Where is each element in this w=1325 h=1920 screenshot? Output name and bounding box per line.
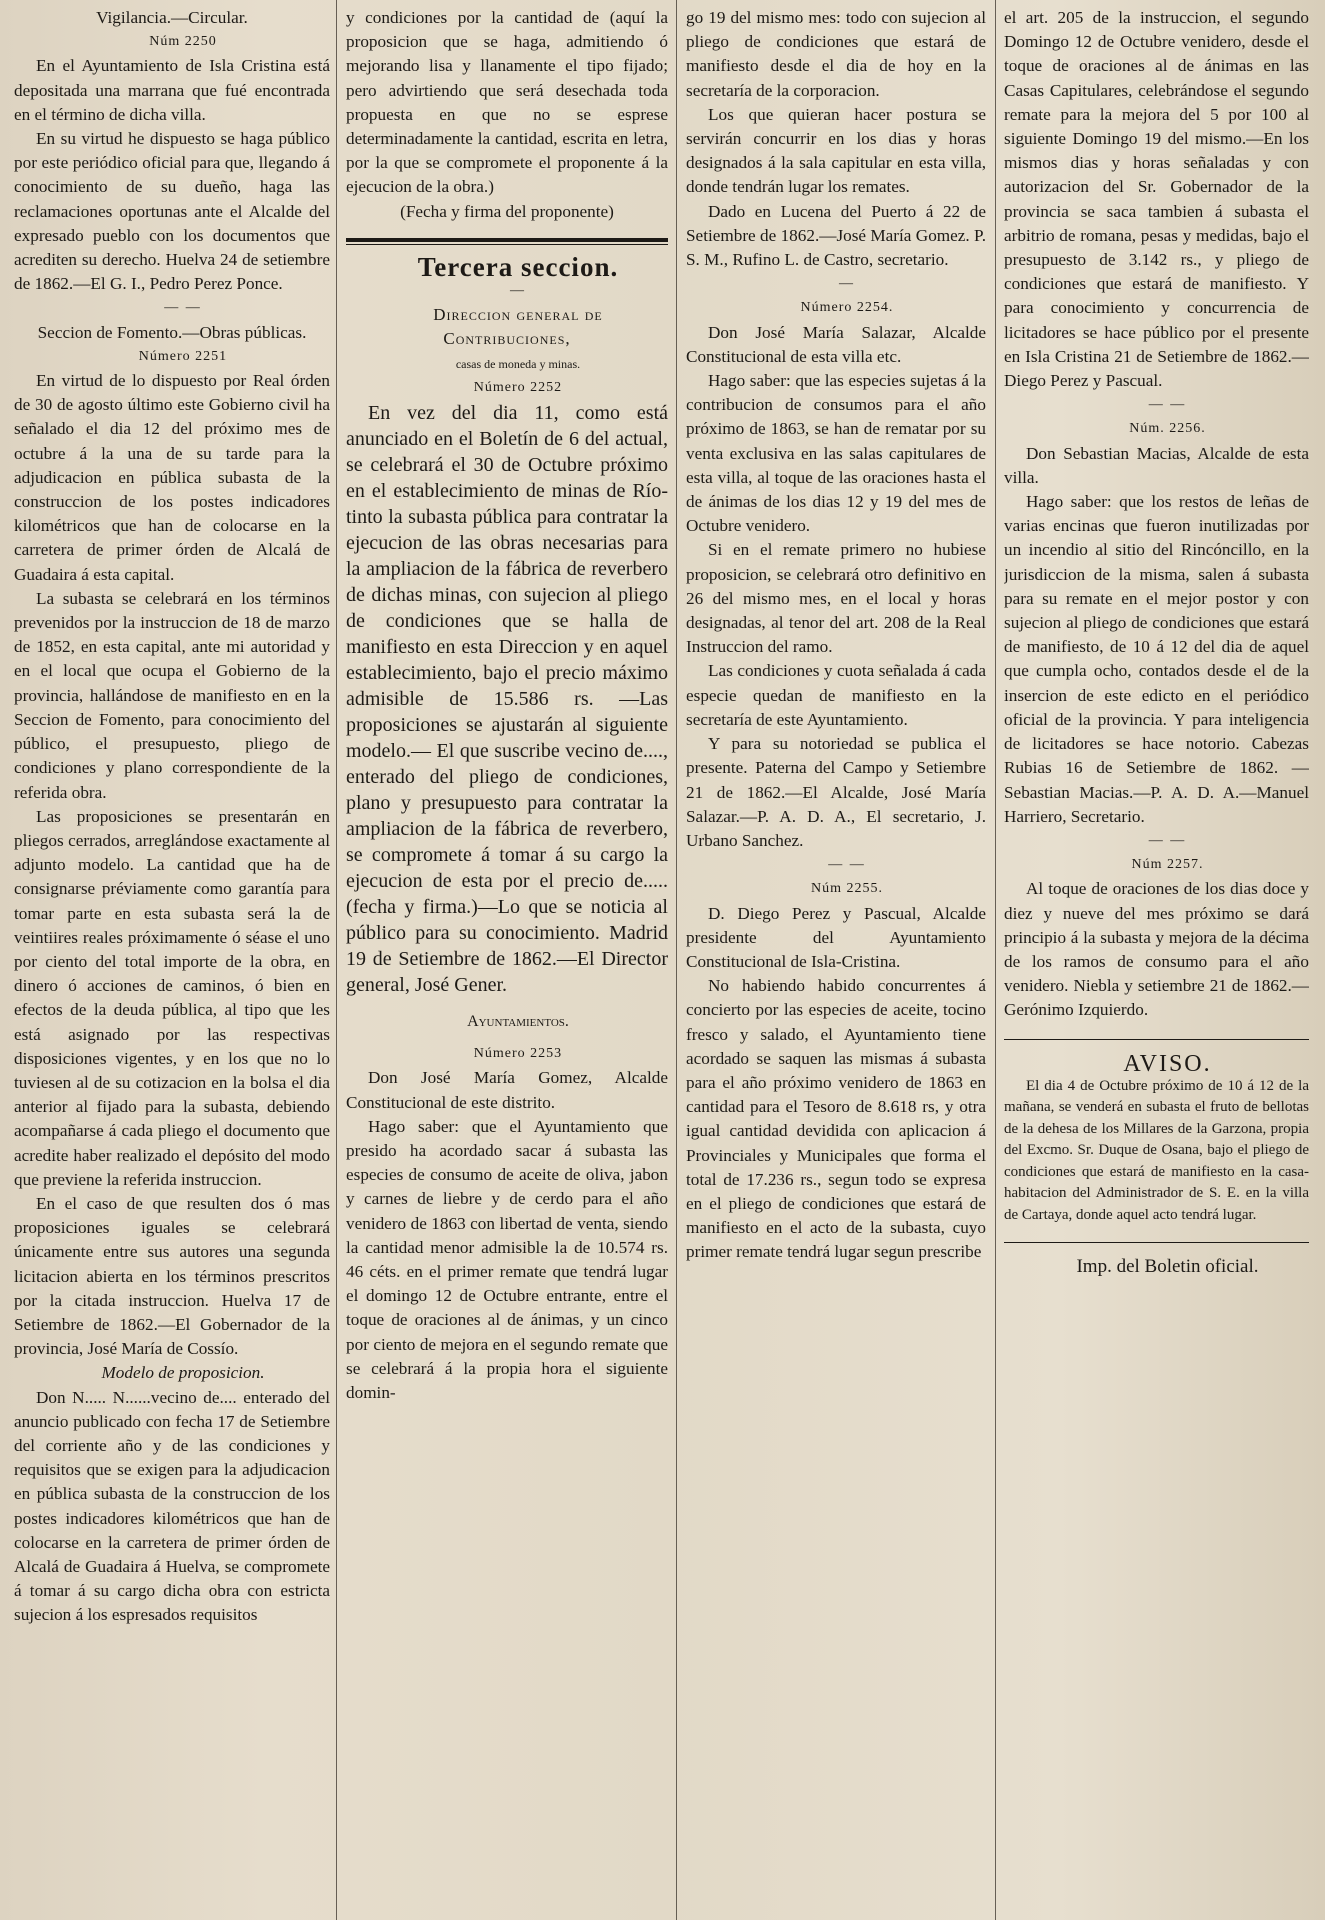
ayuntamientos-heading: Ayuntamientos.: [467, 1013, 569, 1031]
column-2: [346, 6, 668, 1920]
notice-paragraph: Las proposiciones se presentarán en pliegos cerrados, arreglándose exactamente al adjunto modelo. La cantidad que ha de consignarse préviamente como garantía para tomar parte en esta subasta será la de veintiires reales próximamente ó séase el uno por ciento del total importe de la obra, en dinero ó acciones de caminos, ó bien en efectos de la deuda pública, al tipo que les está asignado por las respectivas disposiciones vigentes, y en los que no lo tuviesen al de su cotizacion en la bolsa el dia anterior al fijado para la subasta, debiendo acompañarse á cada pliego el documento que acredite haber realizado el depósito del modo que previene la referida instruccion.: [14, 806, 330, 1189]
notice-number: Número 2251: [138, 348, 228, 364]
notice-paragraph: Y para su notoriedad se publica el presente. Paterna del Campo y Setiembre 21 de 1862.—El Alcalde, José María Salazar.—P. A. D. A., El secretario, J. Urbano Sanchez.: [686, 734, 986, 850]
notice-paragraph: Don N..... N......vecino de.... enterado del anuncio publicado con fecha 17 de Setiembre del corriente año y de las condiciones y requisitos que se exigen para la adjudicacion en pública subasta de la construccion de los postes indicadores kilométricos que han de colocarse en la carretera de primer órden de Alcalá de Guadaira á Huelva, se compromete á tomar á su cargo dicha obra con estricta sujecion á los espresados requisitos: [14, 1387, 330, 1625]
notice-paragraph: y condiciones por la cantidad de (aquí la proposicion que se haga, admitiendo ó mejorando lisa y llanamente el tipo fijado; pero advirtiendo que será desechada toda propuesta en que no se esprese determinadamente la cantidad, escrita en letra, por la que se compromete el proponente á la ejecucion de la obra.): [346, 8, 668, 197]
separator: — —: [1148, 832, 1187, 848]
footer-divider: [1004, 1242, 1309, 1243]
notice-paragraph: La subasta se celebrará en los términos prevenidos por la instruccion de 18 de marzo de 1852, en esta capital, ante mi autoridad y en el local que ocupa el Gobierno de la provincia, hallándose de manifiesto en en la Seccion de Fomento, para conocimiento del público, el presupuesto, pliego de condiciones y plano correspondiente de la referida obra.: [14, 588, 330, 802]
notice-paragraph: go 19 del mismo mes: todo con sujecion al pliego de condiciones que estará de manifiesto desde el dia de hoy en la secretaría de la corporacion.: [686, 8, 986, 100]
aviso-title: AVISO.: [1123, 1050, 1212, 1077]
notice-number: Número 2252: [473, 379, 563, 395]
notice-number: Número 2253: [473, 1046, 563, 1062]
notice-paragraph: el art. 205 de la instruccion, el segundo Domingo 12 de Octubre venidero, desde el toque de oraciones al de ánimas en las Casas Capitulares, celebrándose el segundo remate para la mejora del 5 por 100 al siguiente Domingo 19 del mismo.—En los mismos dias y horas señaladas y con autorizacion del Sr. Gobernador de la provincia se saca tambien á subasta el arbitrio de romana, pesas y medidas, bajo el presupuesto de 3.142 rs., y pliego de condiciones que estará de manifiesto. Y para conocimiento y concurrencia de licitadores se hace público por el presente en Isla Cristina 21 de Setiembre de 1862.—Diego Perez y Pascual.: [1004, 8, 1309, 391]
notice-paragraph: Los que quieran hacer postura se servirán concurrir en los dias y horas designados á la sala capitular en esta villa, donde tendrán lugar los remates.: [686, 104, 986, 197]
notice-paragraph: Dado en Lucena del Puerto á 22 de Setiembre de 1862.—José María Gomez. P. S. M., Rufino L. de Castro, secretario.: [686, 201, 986, 270]
signature-line: (Fecha y firma del proponente): [400, 201, 614, 221]
separator: —: [839, 276, 855, 292]
notice-paragraph: En virtud de lo dispuesto por Real órden de 30 de agosto último este Gobierno civil ha señalado el dia 12 del próximo mes de octubre á la una de su tarde para la adjudicacion en pública subasta de la construccion de los postes indicadores kilométricos que han de colocarse en la carretera de primer órden de Alcalá de Guadaira á esta capital.: [14, 371, 330, 584]
section-title: Tercera seccion.: [417, 251, 619, 282]
notice-paragraph: No habiendo habido concurrentes á concierto por las especies de aceite, tocino fresco y salado, el Ayuntamiento tiene acordado se saquen las mismas á subasta para el año próximo venidero de 1863 en cantidad para el Tesoro de 8.618 rs, y otra igual cantidad devidida con aplicacion á Provinciales y Municipales que forma el total de 17.236 rs., segun todo se expresa en el pliego de condiciones que estará de manifiesto en el acto de la subasta, cuyo primer remate tendrá lugar segun prescribe: [686, 976, 986, 1262]
direccion-title: Direccion general de Contribuciones,: [433, 305, 603, 349]
direccion-subtitle: casas de moneda y minas.: [455, 356, 581, 371]
notice-paragraph: En el Ayuntamiento de Isla Cristina está depositada una marrana que fué encontrada en el término de dicha villa.: [14, 56, 330, 124]
notice-number: Núm 2257.: [1131, 857, 1204, 873]
notice-paragraph: En el caso de que resulten dos ó mas proposiciones iguales se celebrará únicamente entre sus autores una segunda licitacion abierta en los términos prescritos por la citada instruccion. Huelva 17 de Setiembre de 1862.—El Gobernador de la provincia, José María de Cossío.: [14, 1193, 330, 1359]
separator: — —: [828, 857, 866, 873]
notice-number: Número 2254.: [800, 300, 894, 316]
notice-paragraph: Hago saber: que las especies sujetas á la contribucion de consumos para el año próximo de 1863, se han de rematar por su venta exclusiva en las salas capitulares de esta villa, al toque de las oraciones hasta el de ánimas de los dias 12 y 19 del mes de Octubre venidero.: [686, 371, 986, 536]
aviso-paragraph: El dia 4 de Octubre próximo de 10 á 12 de la mañana, se venderá en subasta el fruto de bellotas de la dehesa de los Millares de la Garzona, propia del Excmo. Sr. Duque de Osana, bajo el pliego de condiciones que estará de manifiesto en la casa-habitacion del Administrador de S. E. en la villa de Cartaya, donde aquel acto tendrá lugar.: [1004, 1077, 1309, 1223]
notice-number: Núm 2255.: [811, 881, 883, 897]
notice-paragraph: D. Diego Perez y Pascual, Alcalde presidente del Ayuntamiento Constitucional de Isla-Cristina.: [686, 903, 986, 971]
section-divider: [346, 244, 668, 245]
notice-paragraph: Don José María Salazar, Alcalde Constitucional de esta villa etc.: [686, 322, 986, 366]
column-4: [1004, 6, 1309, 1920]
modelo-heading: Modelo de proposicion.: [101, 1363, 265, 1383]
notice-paragraph: Las condiciones y cuota señalada á cada especie quedan de manifiesto en la secretaría de este Ayuntamiento.: [686, 661, 986, 729]
column-1: [14, 6, 330, 1920]
notice-number: Núm 2250: [149, 34, 217, 50]
notice-paragraph: Don Sebastian Macias, Alcalde de esta villa.: [1004, 443, 1309, 487]
printer-footer: Imp. del Boletin oficial.: [1076, 1256, 1259, 1278]
separator: —: [510, 283, 526, 299]
vigilancia-heading: Vigilancia.—Circular.: [96, 8, 248, 27]
section-divider: [346, 238, 668, 242]
notice-paragraph: En su virtud he dispuesto se haga público por este periódico oficial para que, llegando á conocimiento de su dueño, haga las reclamaciones oportunas ante el Alcalde del expresado pueblo con los documentos que acrediten su derecho. Huelva 24 de setiembre de 1862.—El G. I., Pedro Perez Ponce.: [14, 129, 330, 294]
separator: — —: [1148, 397, 1187, 413]
separator: — —: [164, 300, 202, 316]
notice-paragraph: Si en el remate primero no hubiese proposicion, se celebrará otro definitivo en 26 del mismo mes, en el local y horas designadas, al tenor del art. 208 de la Real Instruccion del ramo.: [686, 540, 986, 657]
notice-paragraph: Hago saber: que los restos de leñas de varias encinas que fueron inutilizadas por un incendio al sitio del Rincóncillo, en la jurisdiccion de la misma, salen á subasta para su remate en el mejor postor y con sujecion al pliego de condiciones que estará de manifiesto, de 10 á 12 del dia de aquel que cumpla ocho, contados desde el de la insercion de este edicto en el periódico oficial de la provincia. Y para inteligencia de licitadores se hace notorio. Cabezas Rubias 16 de Setiembre de 1862. —Sebastian Macias.—P. A. D. A.—Manuel Harriero, Secretario.: [1004, 492, 1309, 826]
notice-paragraph: En vez del dia 11, como está anunciado en el Boletín de 6 del actual, se celebrará el 30 de Octubre próximo en el establecimiento de minas de Río-tinto la subasta pública para contratar la ejecucion de las obras necesarias para la ampliacion de la fábrica de reverbero de dichas minas, con sujecion al pliego de condiciones que se halla de manifiesto en esta Direccion y en aquel establecimiento, bajo el precio máximo admisible de 15.586 rs. —Las proposiciones se ajustarán al siguiente modelo.— El que suscribe vecino de...., enterado del pliego de condiciones, plano y presupuesto para contratar la ampliacion de la fábrica de reverbero, se compromete á tomar á su cargo la ejecucion de esta por el precio de..... (fecha y firma.)—Lo que se noticia al público para su conocimiento. Madrid 19 de Setiembre de 1862.—El Director general, José Gener.: [346, 402, 668, 997]
aviso-divider: [1004, 1039, 1309, 1040]
notice-number: Núm. 2256.: [1129, 421, 1206, 437]
notice-paragraph: Al toque de oraciones de los dias doce y diez y nueve del mes próximo se dará principio á la subasta y mejora de la décima de los ramos de consumo para el año venidero. Niebla y setiembre 21 de 1862.—Gerónimo Izquierdo.: [1004, 879, 1309, 1020]
notice-paragraph: Don José María Gomez, Alcalde Constitucional de este distrito.: [346, 1068, 668, 1112]
notice-paragraph: Hago saber: que el Ayuntamiento que presido ha acordado sacar á subasta las especies de consumo de aceite de oliva, jabon y carnes de liebre y de cerdo para el año venidero de 1863 con libertad de venta, siendo la cantidad menor admisible la de 10.574 rs. 46 céts. en el primer remate que tendrá lugar el domingo 12 de Octubre entrante, entre el toque de oraciones al de ánimas, y un cinco por ciento de mejora en el segundo remate que se celebrará á la propia hora el siguiente domin-: [346, 1116, 668, 1403]
column-3: [686, 6, 986, 1920]
fomento-heading: Seccion de Fomento.—Obras públicas.: [37, 322, 307, 342]
